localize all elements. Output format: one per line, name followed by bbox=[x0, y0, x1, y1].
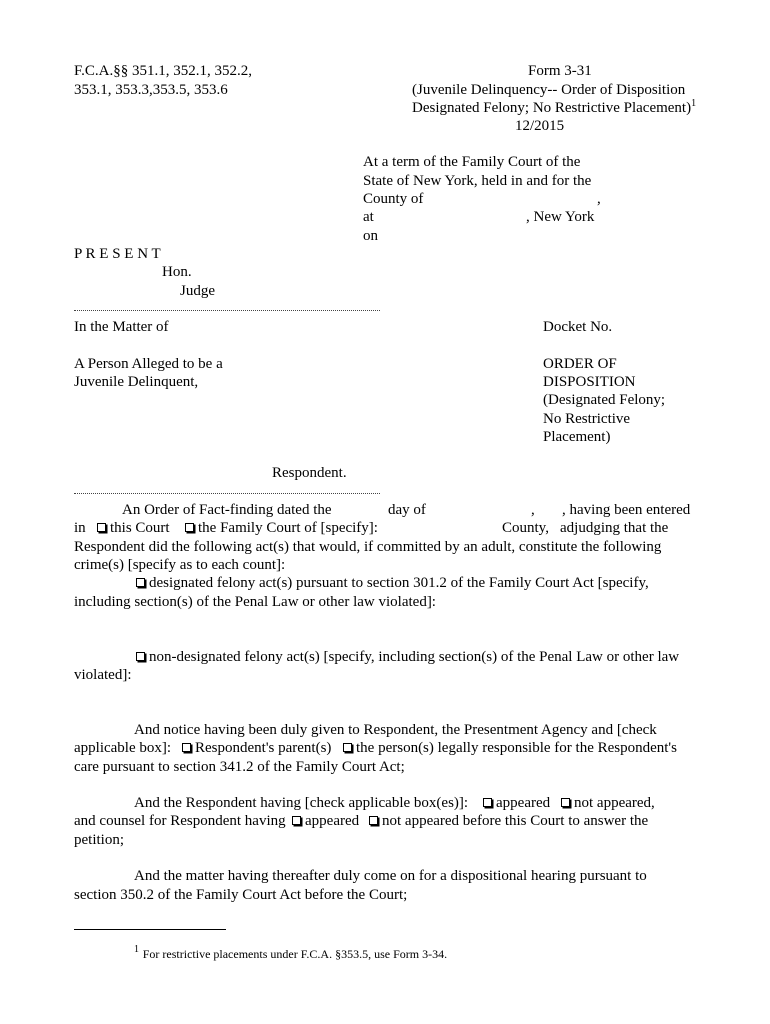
judge-label: Judge bbox=[180, 283, 215, 299]
counsel-appeared-option[interactable] bbox=[290, 812, 359, 830]
family-court-checkbox[interactable] bbox=[185, 523, 194, 532]
non-designated-felony-label: non-designated felony act(s) [specify, including section(s) of the Penal Law or other law bbox=[149, 649, 680, 665]
adjudging-text: adjudging that the bbox=[560, 520, 669, 536]
counsel-not-appeared-checkbox[interactable] bbox=[369, 816, 378, 825]
court-term-line1: At a term of the Family Court of the bbox=[363, 154, 581, 170]
designated-felony-continuation: including section(s) of the Penal Law or other law violated]: bbox=[74, 594, 436, 610]
form-title-line2: Designated Felony; No Restrictive Placement)$^1$ bbox=[412, 98, 697, 116]
notice-line3: care pursuant to section 341.2 of the Family Court Act; bbox=[74, 759, 405, 775]
order-title-line1: ORDER OF bbox=[543, 356, 617, 372]
person-alleged-line2: Juvenile Delinquent, bbox=[74, 374, 199, 390]
dispositional-line2: section 350.2 of the Family Court Act before the Court; bbox=[74, 887, 408, 903]
statute-reference-line2: 353.1, 353.3,353.5, 353.6 bbox=[74, 82, 228, 98]
counsel-not-appeared-label: not appeared before this Court to answer the bbox=[382, 813, 649, 829]
respondent-acts-text: Respondent did the following act(s) that would, if committed by an adult, constitute the following bbox=[74, 539, 662, 555]
family-court-option[interactable] bbox=[183, 519, 378, 537]
at-label: at bbox=[363, 209, 374, 225]
fact-finding-text: An Order of Fact-finding dated the bbox=[122, 502, 332, 518]
on-label: on bbox=[363, 228, 378, 244]
violated-text: violated]: bbox=[74, 667, 132, 683]
notice-applicable-box: applicable box]: bbox=[74, 740, 172, 756]
order-title-line3: (Designated Felony; bbox=[543, 392, 666, 408]
dispositional-line1: And the matter having thereafter duly come on for a dispositional hearing pursuant to bbox=[134, 868, 647, 884]
counsel-text: and counsel for Respondent having bbox=[74, 813, 286, 829]
appearance-line1: And the Respondent having [check applicable box(es)]: bbox=[134, 795, 469, 811]
parents-label: Respondent's parent(s) bbox=[195, 740, 332, 756]
hon-label: Hon. bbox=[162, 264, 192, 280]
counsel-appeared-checkbox[interactable] bbox=[292, 816, 301, 825]
this-court-label: this Court bbox=[110, 520, 170, 536]
non-designated-felony-checkbox[interactable] bbox=[136, 652, 145, 661]
caption-bottom-divider bbox=[74, 493, 380, 494]
county-text: County, bbox=[502, 520, 549, 536]
footnote-number: 1 bbox=[134, 944, 139, 955]
respondent-appeared-option[interactable] bbox=[481, 794, 550, 812]
order-title-line5: Placement) bbox=[543, 429, 611, 445]
footnote bbox=[134, 945, 447, 963]
having-entered-text: , having been entered bbox=[562, 502, 691, 518]
statute-reference-line1: F.C.A.§§ 351.1, 352.1, 352.2, bbox=[74, 63, 252, 79]
date-comma: , bbox=[531, 502, 535, 518]
designated-felony-checkbox[interactable] bbox=[136, 578, 145, 587]
caption-top-divider bbox=[74, 310, 380, 311]
court-term-line2: State of New York, held in and for the bbox=[363, 173, 592, 189]
present-label: P R E S E N T bbox=[74, 246, 161, 262]
parents-checkbox[interactable] bbox=[182, 743, 191, 752]
respondent-not-appeared-label: not appeared, bbox=[574, 795, 655, 811]
this-court-option[interactable] bbox=[95, 519, 170, 537]
form-date: 12/2015 bbox=[515, 118, 565, 134]
form-title-line1: (Juvenile Delinquency-- Order of Disposition bbox=[412, 82, 686, 98]
family-court-label: the Family Court of [specify]: bbox=[198, 520, 378, 536]
in-label: in bbox=[74, 520, 86, 536]
footnote-separator bbox=[74, 929, 226, 930]
form-number: Form 3-31 bbox=[528, 63, 592, 79]
legally-responsible-label: the person(s) legally responsible for the Respondent's bbox=[356, 740, 677, 756]
parents-option[interactable] bbox=[180, 739, 331, 757]
county-label: County of bbox=[363, 191, 424, 207]
designated-felony-option[interactable] bbox=[134, 574, 649, 592]
order-title-line2: DISPOSITION bbox=[543, 374, 636, 390]
legally-responsible-option[interactable] bbox=[341, 739, 677, 757]
matter-label: In the Matter of bbox=[74, 319, 169, 335]
designated-felony-label: designated felony act(s) pursuant to section 301.2 of the Family Court Act [specify, bbox=[149, 575, 649, 591]
counsel-appeared-label: appeared bbox=[305, 813, 360, 829]
footnote-ref: 1 bbox=[691, 98, 697, 109]
footnote-text: For restrictive placements under F.C.A. §353.5, use Form 3-34. bbox=[142, 947, 448, 961]
respondent-not-appeared-checkbox[interactable] bbox=[561, 798, 570, 807]
respondent-not-appeared-option[interactable] bbox=[559, 794, 655, 812]
respondent-appeared-checkbox[interactable] bbox=[483, 798, 492, 807]
legally-responsible-checkbox[interactable] bbox=[343, 743, 352, 752]
person-alleged-line1: A Person Alleged to be a bbox=[74, 356, 223, 372]
this-court-checkbox[interactable] bbox=[97, 523, 106, 532]
notice-line1: And notice having been duly given to Respondent, the Presentment Agency and [check bbox=[134, 722, 657, 738]
respondent-appeared-label: appeared bbox=[496, 795, 551, 811]
crimes-specify-text: crime(s) [specify as to each count]: bbox=[74, 557, 286, 573]
order-title-line4: No Restrictive bbox=[543, 411, 631, 427]
day-of-label: day of bbox=[388, 502, 426, 518]
county-comma: , bbox=[597, 191, 601, 207]
new-york-label: , New York bbox=[526, 209, 595, 225]
petition-text: petition; bbox=[74, 832, 124, 848]
respondent-label: Respondent. bbox=[272, 465, 347, 481]
counsel-not-appeared-option[interactable] bbox=[367, 812, 648, 830]
non-designated-felony-option[interactable] bbox=[134, 648, 679, 666]
docket-label: Docket No. bbox=[543, 319, 613, 335]
